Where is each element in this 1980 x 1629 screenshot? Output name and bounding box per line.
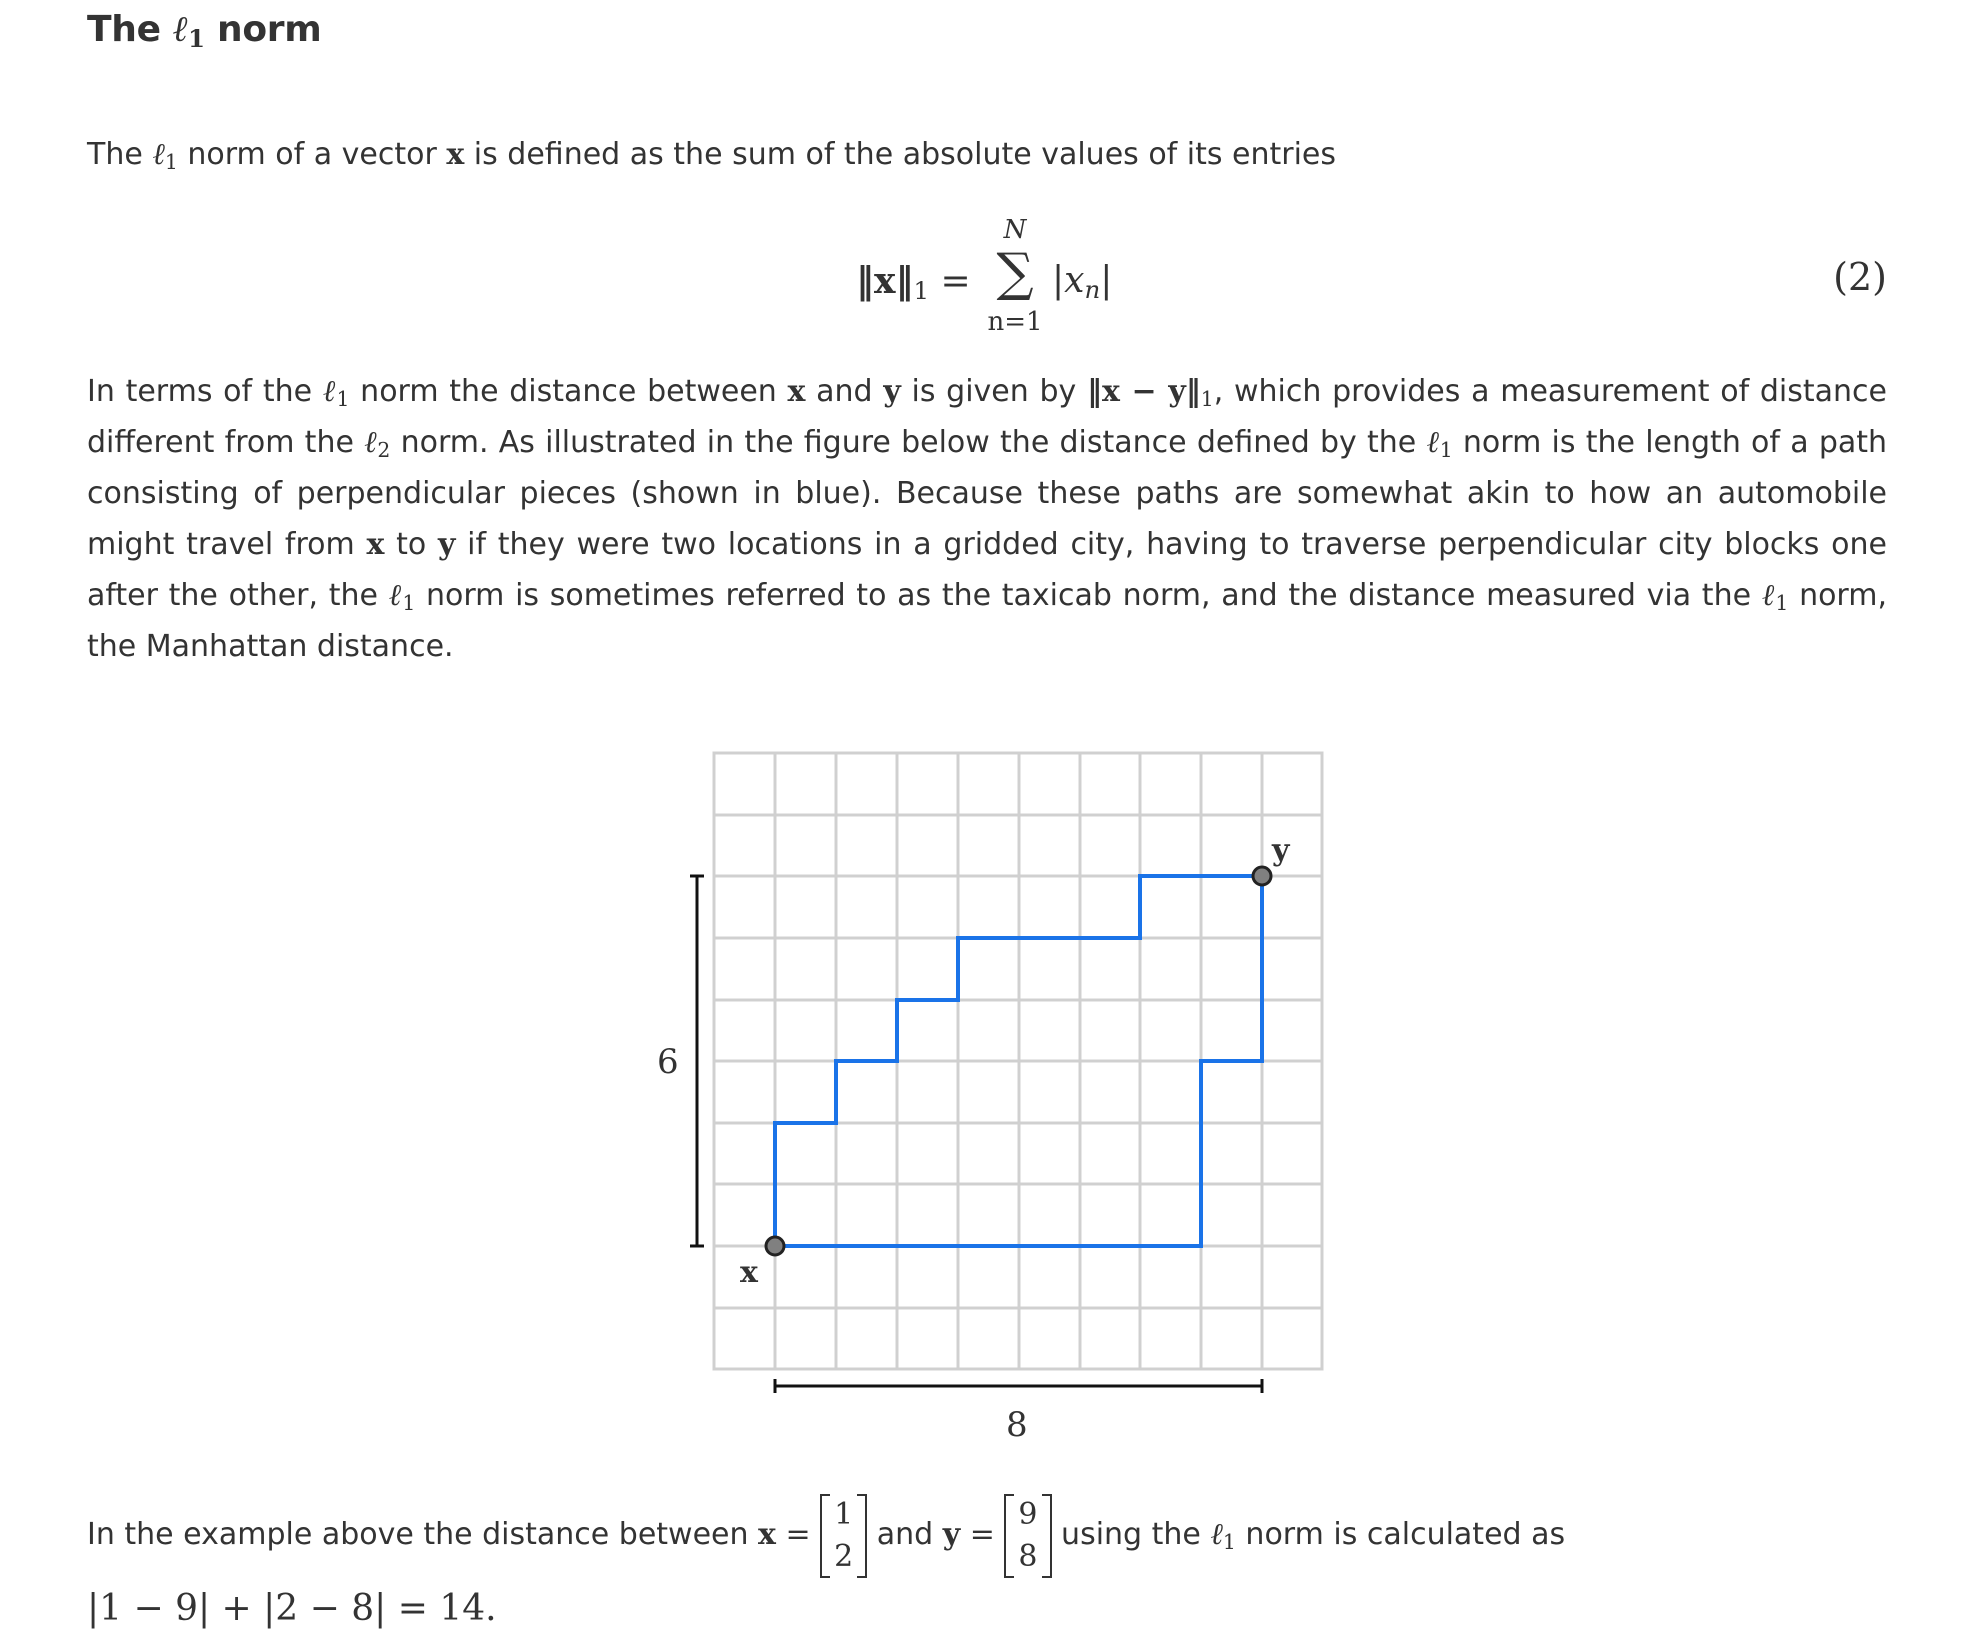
equation-term: $|x_n|$	[1052, 260, 1113, 305]
vector-x-entry: 1	[834, 1496, 854, 1532]
distance-calculation: |1 − 9| + |2 − 8| = 14.	[87, 1588, 497, 1629]
equation-lhs: $‖x‖_1$ =	[856, 260, 971, 306]
point-x	[766, 1237, 784, 1255]
vector-y-entry: 9	[1018, 1496, 1038, 1532]
summation-symbol: ∑	[996, 243, 1034, 303]
width-label: 8	[1006, 1405, 1028, 1440]
description-paragraph: In terms of the ℓ$_1$ norm the distance between x and y is given by ‖x − $y‖_1$, which provides a measurement of distance different from the ℓ$_2$ norm. As illustrated in the figure below the distance defined by the ℓ$_1$ norm is the length of a path consisting of perpendicular pieces (shown in blue). Because these paths are somewhat akin to how an automobile might travel from x to y if they were two locations in a gridded city, having to traverse perpendicular city blocks one after the other, the ℓ$_1$ norm is sometimes referred to as the taxicab norm, and the distance measured via the ℓ$_1$ norm, the Manhattan distance.	[87, 374, 1888, 664]
vector-x-entry: 2	[834, 1538, 854, 1574]
example-paragraph: In the example above the distance between x = 1 2 and y = 9 8 using the ℓ$_1$ norm is calculated as	[87, 1487, 1887, 1583]
width-bracket	[775, 1379, 1262, 1393]
point-y-label: y	[1272, 833, 1290, 868]
equation-number: (2)	[1833, 255, 1887, 299]
summation-lower-limit: n=1	[987, 307, 1043, 337]
point-x-label: x	[740, 1255, 758, 1290]
vector-y	[1004, 1494, 1051, 1578]
page-title: The ℓ$_1$ norm	[87, 8, 322, 54]
vector-x	[820, 1494, 867, 1578]
point-y	[1253, 867, 1271, 885]
height-label: 6	[657, 1042, 679, 1082]
summation-upper-limit: N	[1003, 215, 1027, 245]
height-bracket	[690, 876, 704, 1246]
vector-y-entry: 8	[1018, 1538, 1038, 1574]
intro-paragraph: The ℓ$_1$ norm of a vector x is defined as the sum of the absolute values of its entries	[87, 137, 1337, 175]
